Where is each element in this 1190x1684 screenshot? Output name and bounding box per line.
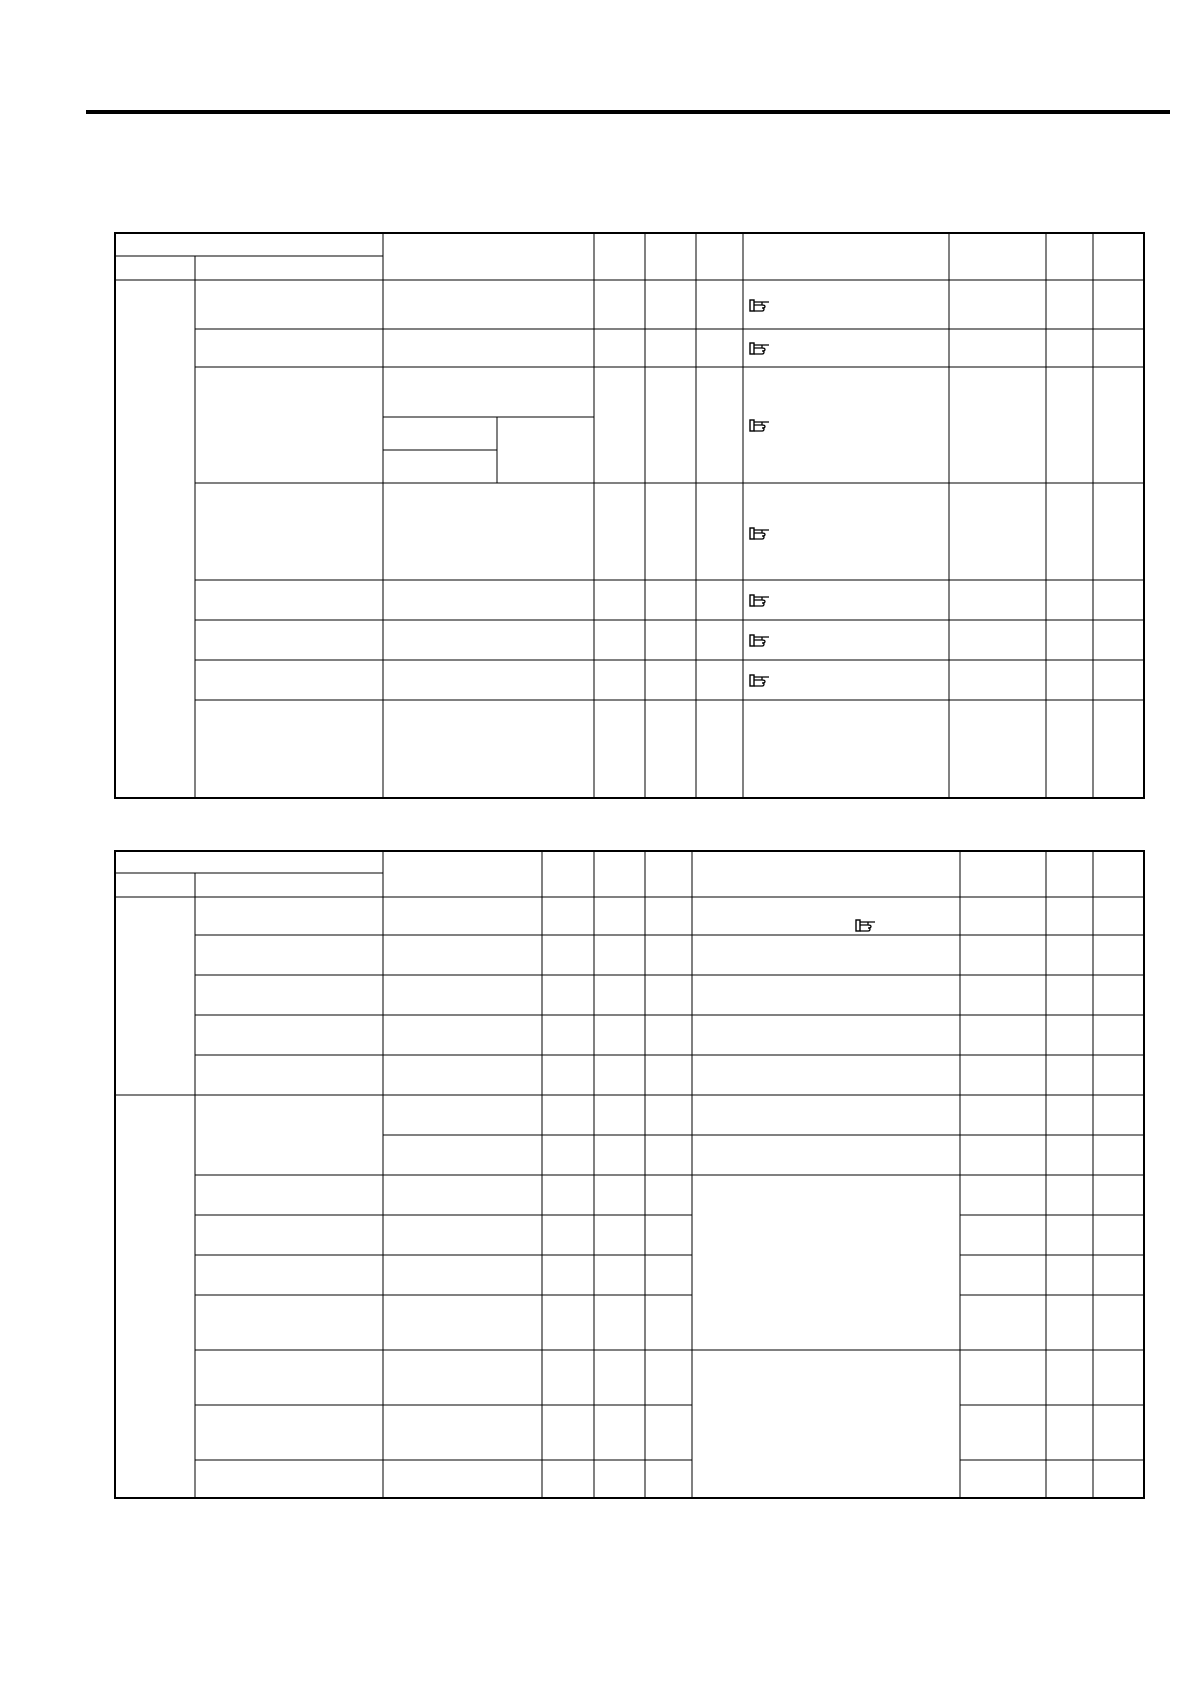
pointing-hand-icon <box>749 525 771 541</box>
pointing-hand-icon <box>749 672 771 688</box>
pointing-hand-icon <box>749 417 771 433</box>
pointing-hand-icon <box>855 917 877 933</box>
pointing-hand-icon <box>749 592 771 608</box>
pointing-hand-icon <box>749 340 771 356</box>
pointing-hand-icon <box>749 632 771 648</box>
pointing-hand-icon <box>749 297 771 313</box>
